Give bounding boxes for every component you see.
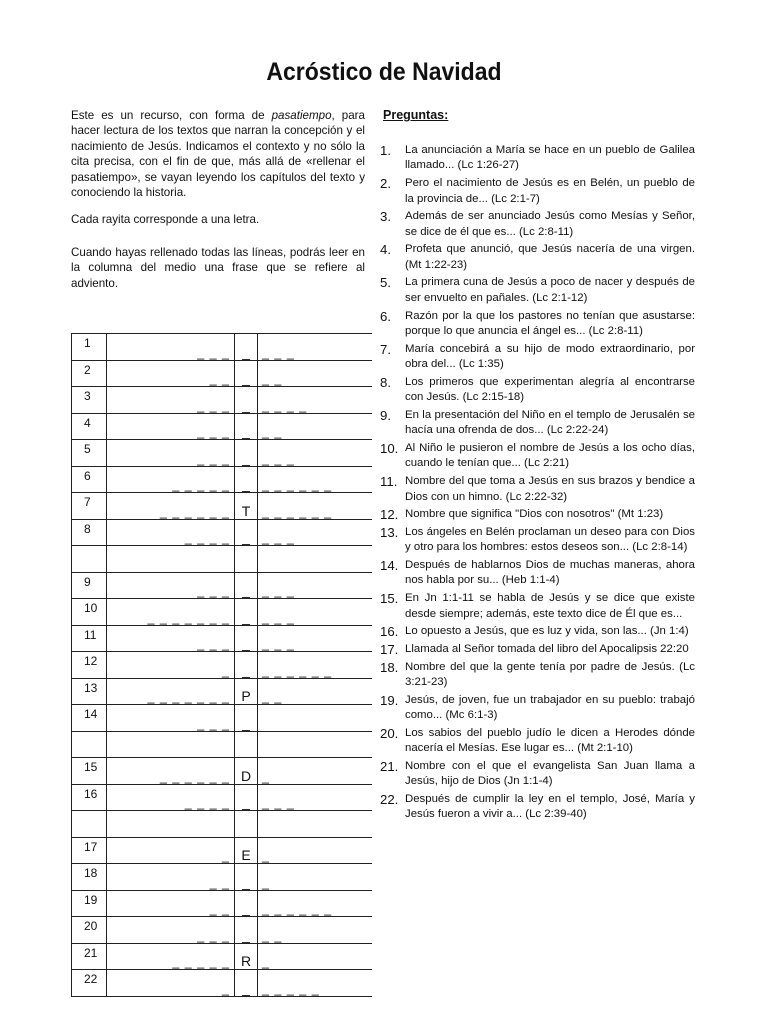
grid-row xyxy=(72,864,373,891)
middle-letter[interactable]: T xyxy=(235,493,258,520)
question-number: 2. xyxy=(380,176,391,192)
middle-letter[interactable]: P xyxy=(235,678,258,705)
question-number: 6. xyxy=(380,308,391,324)
right-blanks[interactable]: _ _ _ xyxy=(258,784,373,811)
middle-letter[interactable]: _ xyxy=(235,652,258,679)
row-number: 11 xyxy=(72,625,107,652)
question-number: 5. xyxy=(380,275,391,291)
question-text: La primera cuna de Jesús a poco de nacer y después de ser envuelto en pañales. (Lc 2:1-12) xyxy=(405,276,695,304)
right-blanks[interactable]: _ _ _ _ _ xyxy=(258,970,373,997)
question-text: Al Niño le pusieron el nombre de Jesús a los ocho días, cuando le tenían que... (Lc 2:21) xyxy=(405,441,695,470)
grid-row xyxy=(72,784,373,811)
row-number: 6 xyxy=(72,466,107,493)
row-number: 19 xyxy=(72,890,107,917)
left-blanks[interactable]: _ _ _ xyxy=(107,705,235,732)
left-blanks[interactable]: _ _ _ _ _ _ xyxy=(107,758,235,785)
acrostic-grid xyxy=(71,333,372,997)
question-number: 21. xyxy=(380,758,399,774)
questions-list xyxy=(380,143,695,825)
question-item xyxy=(380,176,695,207)
intro-p1-italic: pasatiempo xyxy=(271,109,332,122)
middle-letter[interactable]: _ xyxy=(235,334,258,361)
question-item xyxy=(380,342,695,373)
grid-row xyxy=(72,678,373,705)
middle-letter[interactable]: _ xyxy=(235,890,258,917)
middle-letter[interactable]: _ xyxy=(235,572,258,599)
right-blanks[interactable]: _ xyxy=(258,943,373,970)
question-number: 7. xyxy=(380,341,391,357)
question-text: Los primeros que experimentan alegría al encontrarse con Jesús. (Lc 2:15-18) xyxy=(405,375,695,404)
left-blanks[interactable]: _ _ _ _ xyxy=(107,784,235,811)
right-blanks[interactable]: _ _ xyxy=(258,917,373,944)
row-number: 15 xyxy=(72,758,107,785)
question-number: 15. xyxy=(380,591,399,607)
middle-letter[interactable]: _ xyxy=(235,705,258,732)
left-blanks[interactable] xyxy=(107,811,235,838)
row-number: 7 xyxy=(72,493,107,520)
intro-paragraph-1 xyxy=(71,108,365,200)
question-text: La anunciación a María se hace en un pueblo de Galilea llamado... (Lc 1:26-27) xyxy=(405,144,695,172)
grid-row xyxy=(72,413,373,440)
question-number: 14. xyxy=(380,558,399,574)
intro-paragraph-2: Cada rayita corresponde a una letra. xyxy=(71,213,260,227)
grid-row xyxy=(72,572,373,599)
right-blanks[interactable]: _ _ _ xyxy=(258,599,373,626)
grid-row xyxy=(72,493,373,520)
grid-row xyxy=(72,890,373,917)
question-number: 10. xyxy=(380,440,399,456)
question-item xyxy=(380,209,695,240)
right-blanks[interactable]: _ _ _ xyxy=(258,572,373,599)
middle-letter[interactable]: E xyxy=(235,837,258,864)
left-blanks[interactable]: _ _ _ xyxy=(107,413,235,440)
left-blanks[interactable]: _ _ _ _ _ xyxy=(107,943,235,970)
left-blanks[interactable]: _ xyxy=(107,970,235,997)
row-number xyxy=(72,731,107,758)
row-number: 3 xyxy=(72,387,107,414)
grid-row xyxy=(72,811,373,838)
question-number: 9. xyxy=(380,407,391,423)
question-text: María concebirá a su hijo de modo extraordinario, por obra del... (Lc 1:35) xyxy=(405,342,695,371)
page-title: Acróstico de Navidad xyxy=(266,58,502,86)
right-blanks[interactable] xyxy=(258,811,373,838)
row-number: 4 xyxy=(72,413,107,440)
left-blanks[interactable]: _ _ _ xyxy=(107,387,235,414)
question-item xyxy=(380,792,695,823)
left-blanks[interactable] xyxy=(107,546,235,573)
middle-letter[interactable]: _ xyxy=(235,599,258,626)
question-number: 11. xyxy=(380,474,398,490)
question-item xyxy=(380,591,695,622)
right-blanks[interactable] xyxy=(258,546,373,573)
questions-heading: Preguntas: xyxy=(383,108,449,122)
grid-row xyxy=(72,943,373,970)
grid-row xyxy=(72,519,373,546)
grid-row xyxy=(72,837,373,864)
grid-row xyxy=(72,466,373,493)
question-item xyxy=(380,624,695,639)
question-item xyxy=(380,726,695,757)
left-blanks[interactable]: _ _ xyxy=(107,864,235,891)
left-blanks[interactable]: _ _ _ _ _ _ _ xyxy=(107,678,235,705)
row-number: 9 xyxy=(72,572,107,599)
question-item xyxy=(380,441,695,472)
right-blanks[interactable]: _ _ _ _ xyxy=(258,387,373,414)
question-item xyxy=(380,408,695,439)
intro-p1-before: Este es un recurso, con forma de xyxy=(71,109,272,122)
question-item xyxy=(380,143,695,174)
grid-row xyxy=(72,546,373,573)
middle-letter[interactable]: _ xyxy=(235,360,258,387)
row-number xyxy=(72,546,107,573)
question-text: En la presentación del Niño en el templo de Jerusalén se hacía una ofrenda de dos... (Lc 2:22-24) xyxy=(405,408,695,437)
row-number: 1 xyxy=(72,334,107,361)
left-blanks[interactable]: _ _ xyxy=(107,890,235,917)
left-blanks[interactable]: _ xyxy=(107,837,235,864)
middle-letter[interactable]: _ xyxy=(235,917,258,944)
question-item xyxy=(380,660,695,691)
left-blanks[interactable]: _ _ _ xyxy=(107,440,235,467)
question-item xyxy=(380,507,695,522)
row-number: 22 xyxy=(72,970,107,997)
question-text: Razón por la que los pastores no tenían que asustarse: porque lo que anuncia el ángel es... (Lc 2:8-11) xyxy=(405,309,695,337)
right-blanks[interactable]: _ _ _ _ _ _ xyxy=(258,466,373,493)
left-blanks[interactable]: _ _ _ xyxy=(107,917,235,944)
question-text: Nombre que significa "Dios con nosotros" (Mt 1:23) xyxy=(405,508,664,521)
row-number: 17 xyxy=(72,837,107,864)
question-text: Después de hablarnos Dios de muchas maneras, ahora nos habla por su... (Heb 1:1-4) xyxy=(405,559,695,587)
right-blanks[interactable]: _ _ _ xyxy=(258,625,373,652)
intro-p1-after: , para hacer lectura de los textos que narran la concepción y el nacimiento de Jesús. Indicamos el contexto y no sólo la cita precisa, con el fin de que, más allá de «rellenar el pasatiempo», se vayan leyendo los capítulos del texto y conociendo la historia. xyxy=(71,109,365,200)
right-blanks[interactable]: _ _ _ _ _ _ xyxy=(258,652,373,679)
row-number: 12 xyxy=(72,652,107,679)
grid-row xyxy=(72,360,373,387)
right-blanks[interactable]: _ xyxy=(258,864,373,891)
middle-letter[interactable]: _ xyxy=(235,387,258,414)
row-number: 5 xyxy=(72,440,107,467)
right-blanks[interactable]: _ _ _ _ _ _ xyxy=(258,890,373,917)
grid-row xyxy=(72,625,373,652)
question-number: 13. xyxy=(380,524,399,540)
grid-row xyxy=(72,599,373,626)
row-number: 18 xyxy=(72,864,107,891)
question-text: Lo opuesto a Jesús, que es luz y vida, son las... (Jn 1:4) xyxy=(405,625,689,638)
question-number: 3. xyxy=(380,209,391,225)
question-item xyxy=(380,642,695,657)
question-text: Llamada al Señor tomada del libro del Apocalipsis 22:20 xyxy=(405,642,689,655)
question-number: 1. xyxy=(380,143,391,158)
question-text: Además de ser anunciado Jesús como Mesías y Señor, se dice de él que es... (Lc 2:8-11) xyxy=(405,210,695,238)
row-number: 16 xyxy=(72,784,107,811)
grid-row xyxy=(72,917,373,944)
question-text: Los ángeles en Belén proclaman un deseo para con Dios y otro para los hombres: estos deseos son... (Lc 2:8-14) xyxy=(405,525,695,554)
question-number: 12. xyxy=(380,507,399,523)
left-blanks[interactable]: _ _ _ xyxy=(107,334,235,361)
question-number: 18. xyxy=(380,659,399,675)
right-blanks[interactable]: _ _ _ xyxy=(258,519,373,546)
left-blanks[interactable]: _ _ _ xyxy=(107,625,235,652)
right-blanks[interactable]: _ _ _ xyxy=(258,440,373,467)
question-item xyxy=(380,474,695,505)
middle-letter[interactable]: R xyxy=(235,943,258,970)
question-text: Nombre del que toma a Jesús en sus brazos y bendice a Dios con un himno. (Lc 2:22-32) xyxy=(405,475,695,503)
right-blanks[interactable] xyxy=(258,731,373,758)
middle-letter[interactable] xyxy=(235,811,258,838)
question-text: Jesús, de joven, fue un trabajador en su pueblo: trabajó como... (Mc 6:1-3) xyxy=(405,693,695,722)
left-blanks[interactable]: _ _ _ _ xyxy=(107,519,235,546)
grid-row xyxy=(72,731,373,758)
right-blanks[interactable] xyxy=(258,705,373,732)
middle-letter[interactable]: _ xyxy=(235,519,258,546)
grid-row xyxy=(72,705,373,732)
left-blanks[interactable]: _ xyxy=(107,652,235,679)
grid-row xyxy=(72,387,373,414)
middle-letter[interactable]: _ xyxy=(235,440,258,467)
question-item xyxy=(380,558,695,589)
question-text: Los sabios del pueblo judío le dicen a Herodes dónde nacería el Mesías. Ese lugar es... (Mt 2:1-10) xyxy=(405,726,695,755)
row-number: 14 xyxy=(72,705,107,732)
question-text: Pero el nacimiento de Jesús es en Belén, un pueblo de la provincia de... (Lc 2:1-7) xyxy=(405,177,695,205)
question-item xyxy=(380,693,695,724)
middle-letter[interactable]: _ xyxy=(235,970,258,997)
middle-letter[interactable]: _ xyxy=(235,784,258,811)
left-blanks[interactable] xyxy=(107,731,235,758)
question-number: 22. xyxy=(380,792,399,808)
middle-letter[interactable]: _ xyxy=(235,625,258,652)
intro-text xyxy=(71,108,365,303)
right-blanks[interactable]: _ xyxy=(258,758,373,785)
left-blanks[interactable]: _ _ _ _ _ xyxy=(107,466,235,493)
question-number: 8. xyxy=(380,374,391,390)
question-number: 16. xyxy=(380,624,399,640)
row-number xyxy=(72,811,107,838)
row-number: 10 xyxy=(72,599,107,626)
right-blanks[interactable]: _ _ _ _ _ _ xyxy=(258,493,373,520)
question-text: Después de cumplir la ley en el templo, José, María y Jesús fueron a vivir a... (Lc 2:39-40) xyxy=(405,793,695,821)
question-number: 20. xyxy=(380,725,399,741)
intro-paragraph-3: Cuando hayas rellenado todas las líneas, podrás leer en la columna del medio una frase que se refiere al adviento. xyxy=(71,245,365,290)
left-blanks[interactable]: _ _ xyxy=(107,360,235,387)
question-text: En Jn 1:1-11 se habla de Jesús y se dice que existe desde siempre; además, este texto dice de Él que es... xyxy=(405,592,695,620)
grid-row xyxy=(72,334,373,361)
grid-row xyxy=(72,440,373,467)
right-blanks[interactable]: _ _ xyxy=(258,360,373,387)
question-item xyxy=(380,759,695,790)
left-blanks[interactable]: _ _ _ _ _ _ xyxy=(107,493,235,520)
question-number: 4. xyxy=(380,242,391,258)
question-item xyxy=(380,375,695,406)
question-item xyxy=(380,309,695,340)
grid-row xyxy=(72,758,373,785)
row-number: 13 xyxy=(72,678,107,705)
grid-row xyxy=(72,652,373,679)
question-text: Nombre del que la gente tenía por padre de Jesús. (Lc 3:21-23) xyxy=(405,660,695,689)
middle-letter[interactable]: D xyxy=(235,758,258,785)
question-item xyxy=(380,275,695,306)
right-blanks[interactable]: _ _ _ xyxy=(258,334,373,361)
middle-letter[interactable]: _ xyxy=(235,466,258,493)
middle-letter[interactable] xyxy=(235,546,258,573)
right-blanks[interactable]: _ xyxy=(258,837,373,864)
middle-letter[interactable] xyxy=(235,731,258,758)
question-number: 19. xyxy=(380,692,399,708)
middle-letter[interactable]: _ xyxy=(235,864,258,891)
right-blanks[interactable]: _ _ xyxy=(258,678,373,705)
question-text: Nombre con el que el evangelista San Juan llama a Jesús, hijo de Dios (Jn 1:1-4) xyxy=(405,759,695,788)
right-blanks[interactable]: _ _ xyxy=(258,413,373,440)
row-number: 20 xyxy=(72,917,107,944)
row-number: 2 xyxy=(72,360,107,387)
question-number: 17. xyxy=(380,641,399,657)
row-number: 8 xyxy=(72,519,107,546)
row-number: 21 xyxy=(72,943,107,970)
left-blanks[interactable]: _ _ _ xyxy=(107,572,235,599)
left-blanks[interactable]: _ _ _ _ _ _ _ xyxy=(107,599,235,626)
grid-row xyxy=(72,970,373,997)
question-item xyxy=(380,242,695,273)
question-text: Profeta que anunció, que Jesús nacería de una virgen. (Mt 1:22-23) xyxy=(405,243,695,271)
question-item xyxy=(380,525,695,556)
middle-letter[interactable]: _ xyxy=(235,413,258,440)
